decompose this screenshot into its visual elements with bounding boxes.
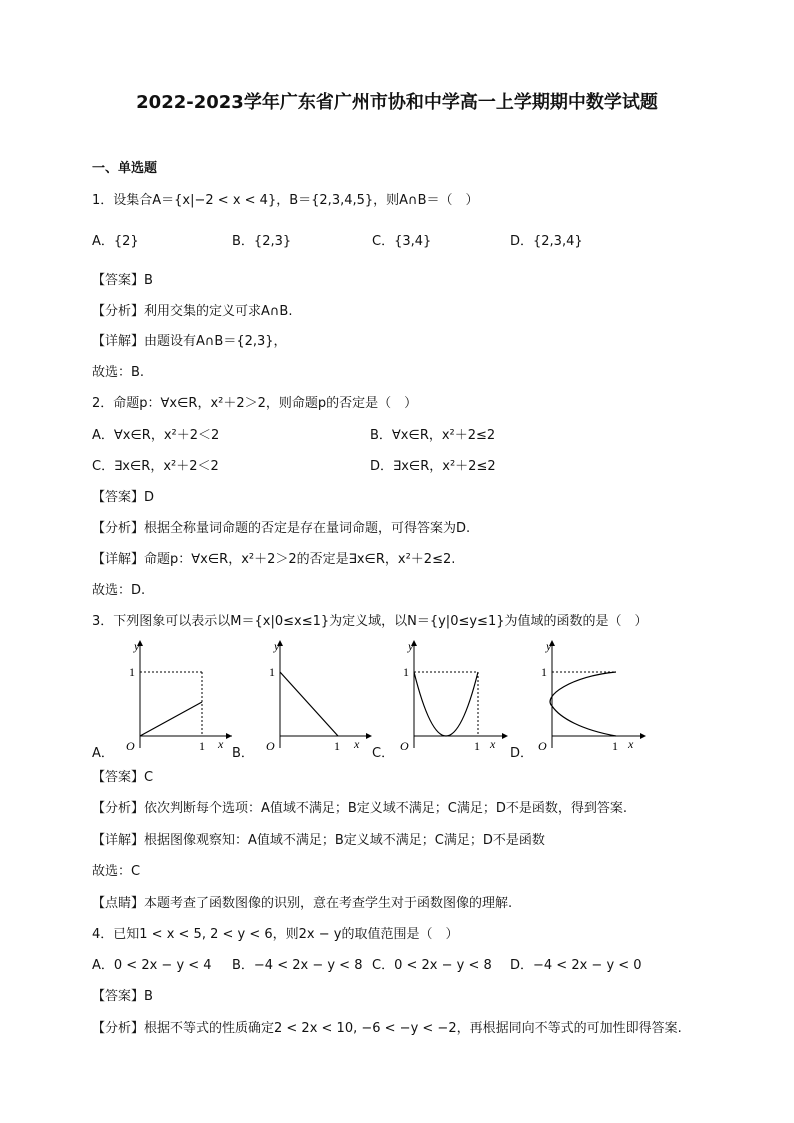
- graph-a-y-label: y: [134, 639, 140, 653]
- q3-graph-options: [92, 636, 692, 766]
- page-title: 2022-2023学年广东省广州市协和中学高一上学期期中数学试题: [136, 92, 658, 113]
- q4-option-c: C．0 < 2x − y < 8: [372, 958, 492, 973]
- graph-d-label: D．: [510, 746, 534, 761]
- q2-analysis: 【分析】根据全称量词命题的否定是存在量词命题，可得答案为D.: [92, 521, 471, 536]
- section-heading: 一、单选题: [92, 161, 158, 176]
- q2-stem: 2．命题p：∀x∈R，x²＋2＞2，则命题p的否定是（ ）: [92, 396, 418, 411]
- q3-analysis: 【分析】依次判断每个选项：A值域不满足；B定义域不满足；C满足；D不是函数，得到答案.: [92, 801, 628, 816]
- graph-d-y-one: 1: [541, 665, 547, 679]
- q2-option-a: A．∀x∈R，x²＋2＜2: [92, 428, 220, 443]
- graph-b-label: B．: [232, 746, 254, 761]
- graph-c-y-one: 1: [403, 665, 409, 679]
- graph-d-x-one: 1: [612, 739, 618, 753]
- q3-answer: 【答案】C: [92, 770, 154, 785]
- q2-option-d: D．∃x∈R，x²＋2≤2: [370, 459, 496, 474]
- graph-b-x-one: 1: [334, 739, 340, 753]
- graph-a-x-one: 1: [199, 739, 205, 753]
- q2-option-c: C．∃x∈R，x²＋2＜2: [92, 459, 219, 474]
- graph-d-x-label: x: [628, 737, 634, 751]
- q2-choose: 故选：D.: [92, 583, 146, 598]
- q1-stem: 1．设集合A＝{x|−2 < x < 4}，B＝{2,3,4,5}，则A∩B＝（ ）: [92, 193, 479, 208]
- graph-c-origin: O: [400, 739, 409, 753]
- graph-a-y-one: 1: [129, 665, 135, 679]
- q1-choose: 故选：B.: [92, 365, 145, 380]
- q1-answer: 【答案】B: [92, 273, 153, 288]
- q2-option-b: B．∀x∈R，x²＋2≤2: [370, 428, 496, 443]
- q1-detail: 【详解】由题设有A∩B＝{2,3}，: [92, 334, 287, 349]
- graph-c-y-label: y: [408, 639, 414, 653]
- q3-choose: 故选：C: [92, 864, 141, 879]
- q4-option-d: D．−4 < 2x − y < 0: [510, 958, 642, 973]
- q4-answer: 【答案】B: [92, 989, 153, 1004]
- q4-option-a: A．0 < 2x − y < 4: [92, 958, 212, 973]
- graph-d: [532, 636, 652, 756]
- graph-b-y-one: 1: [269, 665, 275, 679]
- graph-c: [394, 636, 514, 756]
- q3-comment: 【点睛】本题考查了函数图像的识别，意在考查学生对于函数图像的理解.: [92, 896, 513, 911]
- graph-a-origin: O: [126, 739, 135, 753]
- q2-answer: 【答案】D: [92, 490, 155, 505]
- graph-c-x-one: 1: [474, 739, 480, 753]
- q1-option-a: A．{2}: [92, 234, 139, 249]
- graph-b-origin: O: [266, 739, 275, 753]
- graph-b-y-label: y: [274, 639, 280, 653]
- graph-c-x-label: x: [490, 737, 496, 751]
- graph-b: [254, 636, 374, 756]
- q3-stem: 3．下列图象可以表示以M＝{x|0≤x≤1}为定义域，以N＝{y|0≤y≤1}为值域的函数的是（ ）: [92, 614, 648, 629]
- q1-analysis: 【分析】利用交集的定义可求A∩B.: [92, 304, 293, 319]
- q3-detail: 【详解】根据图像观察知：A值域不满足；B定义域不满足；C满足；D不是函数: [92, 833, 545, 848]
- q1-option-d: D．{2,3,4}: [510, 234, 583, 249]
- graph-a: [114, 636, 234, 756]
- graph-d-y-label: y: [546, 639, 552, 653]
- graph-a-label: A．: [92, 746, 114, 761]
- graph-a-x-label: x: [218, 737, 224, 751]
- q4-option-b: B．−4 < 2x − y < 8: [232, 958, 363, 973]
- q1-option-b: B．{2,3}: [232, 234, 292, 249]
- graph-c-label: C．: [372, 746, 395, 761]
- q4-analysis: 【分析】根据不等式的性质确定2 < 2x < 10, −6 < −y < −2，再根据同向不等式的可加性即得答案.: [92, 1021, 682, 1036]
- graph-b-x-label: x: [354, 737, 360, 751]
- q1-option-c: C．{3,4}: [372, 234, 432, 249]
- graph-d-origin: O: [538, 739, 547, 753]
- q2-detail: 【详解】命题p：∀x∈R，x²＋2＞2的否定是∃x∈R，x²＋2≤2.: [92, 552, 456, 567]
- q4-stem: 4．已知1 < x < 5, 2 < y < 6，则2x − y的取值范围是（ ）: [92, 927, 459, 942]
